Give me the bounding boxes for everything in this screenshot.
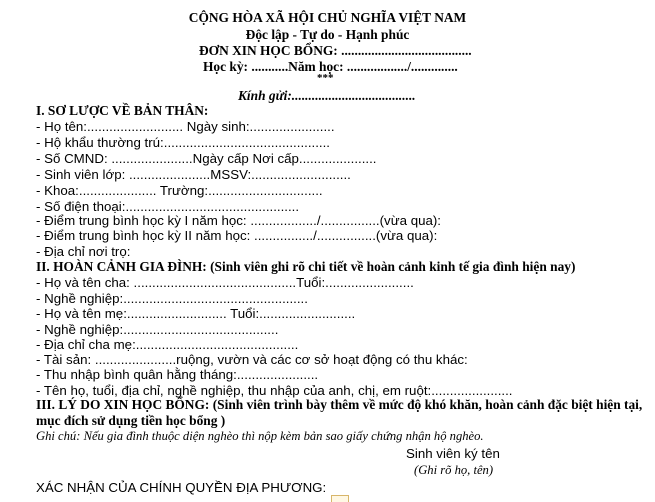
section3-heading: III. LÝ DO XIN HỌC BỔNG: (Sinh viên trình bày thêm về mức độ khó khăn, hoàn cảnh đặc biệt hiện tại, mục đích sử dụng tiền học bổng ) bbox=[36, 397, 643, 428]
field-mother-name-age: - Họ và tên mẹ:........................... Tuổi:.......................... bbox=[36, 306, 356, 321]
semester-line: Học kỳ: ...........Năm học: ................../.............. bbox=[203, 59, 458, 74]
local-authority-confirmation: XÁC NHẬN CỦA CHÍNH QUYỀN ĐỊA PHƯƠNG: bbox=[36, 480, 327, 495]
field-faculty-school: - Khoa:..................... Trường:............................... bbox=[36, 183, 323, 198]
field-father-name-age: - Họ và tên cha: ............................................Tuổi:........................ bbox=[36, 275, 414, 290]
section2-heading: II. HOÀN CẢNH GIA ĐÌNH: (Sinh viên ghi rõ chi tiết về hoàn cảnh kinh tế gia đình hiện nay) bbox=[36, 259, 576, 274]
field-phone: - Số điện thoại:............................................... bbox=[36, 199, 300, 214]
field-class-student-id: - Sinh viên lớp: ......................MSSV:........................... bbox=[36, 167, 351, 182]
field-id-card: - Số CMND: ......................Ngày cấp Nơi cấp..................... bbox=[36, 151, 377, 166]
salutation: Kính gửi:..................................... bbox=[238, 88, 416, 103]
field-gpa-semester-1: - Điểm trung bình học kỳ I năm học: ................../................(vừa qua): bbox=[36, 213, 441, 228]
field-monthly-income: - Thu nhập bình quân hằng tháng:...................... bbox=[36, 367, 319, 382]
stars-divider: *** bbox=[317, 72, 334, 84]
signature-hint: (Ghi rõ họ, tên) bbox=[414, 463, 494, 477]
field-rental-address: - Địa chỉ nơi trọ: bbox=[36, 244, 131, 259]
national-motto: Độc lập - Tự do - Hạnh phúc bbox=[245, 27, 410, 42]
field-parents-address: - Địa chỉ cha mẹ:............................................ bbox=[36, 337, 299, 352]
country-title: CỘNG HÒA XÃ HỘI CHỦ NGHĨA VIỆT NAM bbox=[188, 10, 467, 25]
note-text: Ghi chú: Nếu gia đình thuộc diện nghèo thì nộp kèm bản sao giấy chứng nhận hộ nghèo. bbox=[36, 429, 484, 443]
signature-label: Sinh viên ký tên bbox=[406, 446, 500, 461]
field-father-occupation: - Nghề nghiệp:.................................................. bbox=[36, 291, 308, 306]
field-siblings-info: - Tên họ, tuổi, địa chỉ, nghề nghiệp, thu nhập của anh, chị, em ruột:...................... bbox=[36, 383, 513, 398]
field-permanent-residence: - Hộ khẩu thường trú:............................................. bbox=[36, 135, 330, 150]
field-mother-occupation: - Nghề nghiệp:.......................................... bbox=[36, 322, 279, 337]
section1-heading: I. SƠ LƯỢC VỀ BẢN THÂN: bbox=[36, 103, 209, 118]
field-gpa-semester-2: - Điểm trung bình học kỳ II năm học: ................/................(vừa qua): bbox=[36, 228, 438, 243]
field-assets: - Tài sản: ......................ruộng, vườn và các cơ sở hoạt động có thu khác: bbox=[36, 352, 468, 367]
field-full-name-dob: - Họ tên:.......................... Ngày sinh:....................... bbox=[36, 119, 335, 134]
form-title: ĐƠN XIN HỌC BỔNG: ....................................... bbox=[199, 43, 472, 58]
